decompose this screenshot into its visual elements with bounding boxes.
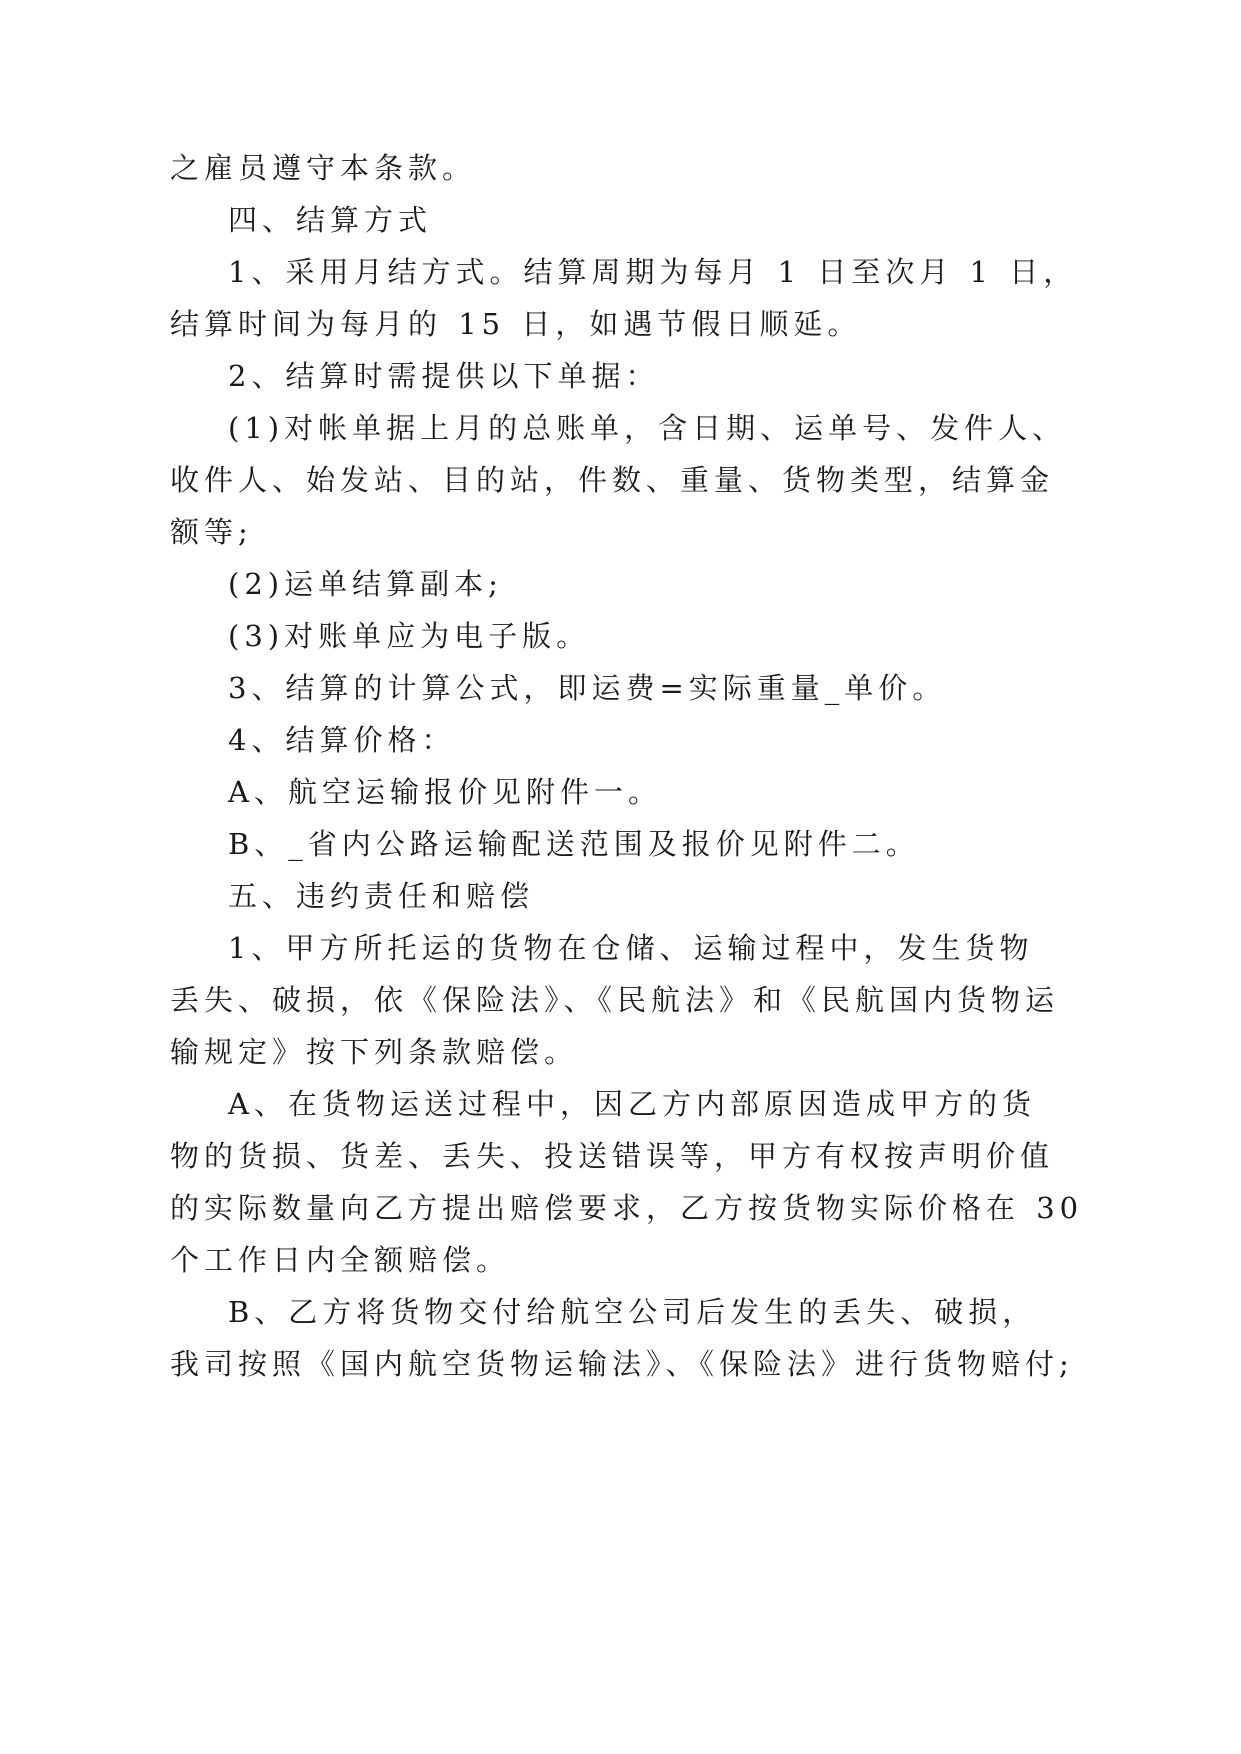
text-line: (1)对帐单据上月的总账单，含日期、运单号、发件人、 [228, 411, 1067, 445]
text-line: 物的货损、货差、丢失、投送错误等，甲方有权按声明价值 [170, 1139, 1055, 1173]
section-heading: 四、结算方式 [228, 203, 433, 237]
text-line: A、在货物运送过程中，因乙方内部原因造成甲方的货 [228, 1087, 1036, 1121]
text-line: 丢失、破损，依《保险法》、《民航法》和《民航国内货物运 [170, 983, 1060, 1017]
text-line: 我司按照《国内航空货物运输法》、《保险法》进行货物赔付; [170, 1347, 1074, 1381]
text-line: 3、结算的计算公式，即运费=实际重量_单价。 [228, 671, 947, 705]
text-line: B、乙方将货物交付给航空公司后发生的丢失、破损， [228, 1295, 1037, 1329]
text-line: 结算时间为每月的 15 日，如遇节假日顺延。 [170, 307, 862, 341]
text-line: 额等; [170, 515, 253, 549]
text-line: (3)对账单应为电子版。 [228, 619, 591, 653]
text-line: B、_省内公路运输配送范围及报价见附件二。 [228, 827, 920, 861]
text-line: 个工作日内全额赔偿。 [170, 1243, 511, 1277]
text-line: 的实际数量向乙方提出赔偿要求，乙方按货物实际价格在 30 [170, 1191, 1084, 1225]
text-line: (2)运单结算副本; [228, 567, 503, 601]
section-heading: 五、违约责任和赔偿 [228, 879, 535, 913]
text-line: 1、甲方所托运的货物在仓储、运输过程中，发生货物 [228, 931, 1034, 965]
text-line: 4、结算价格： [228, 723, 456, 757]
text-line: 1、采用月结方式。结算周期为每月 1 日至次月 1 日， [228, 255, 1078, 289]
text-line: 2、结算时需提供以下单据： [228, 359, 660, 393]
text-line: 收件人、始发站、目的站，件数、重量、货物类型，结算金 [170, 463, 1055, 497]
text-line: 之雇员遵守本条款。 [170, 151, 477, 185]
text-line: 输规定》按下列条款赔偿。 [170, 1035, 579, 1069]
text-line: A、航空运输报价见附件一。 [228, 775, 662, 809]
